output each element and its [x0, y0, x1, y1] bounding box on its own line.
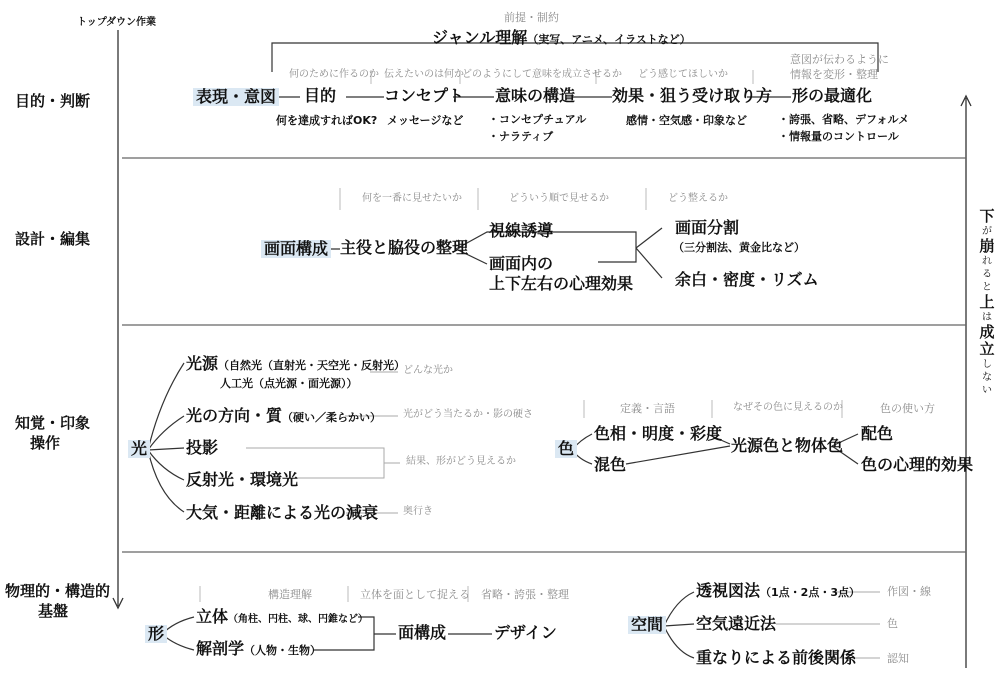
color-scheme-node: 配色	[861, 424, 894, 443]
aerial-perspective-node: 空気遠近法	[696, 614, 777, 633]
optimize-question-2: 情報を変形・整理	[790, 68, 878, 81]
genre-bracket	[272, 43, 878, 72]
row-label-purpose: 目的・判断	[15, 92, 91, 110]
light-source-note-1: （自然光（直射光・天空光・反射光）	[218, 359, 406, 372]
light-direction-note: （硬い／柔らかい）	[282, 411, 382, 424]
side-char: 立	[979, 340, 995, 358]
perspective-node	[696, 583, 860, 599]
screen-division-note: （三分割法、黄金比など）	[673, 241, 805, 254]
side-char: い	[982, 385, 992, 396]
purpose-node: 目的	[304, 86, 337, 105]
effect-question: どう感じてほしいか	[638, 69, 728, 80]
result-question: 結果、形がどう見えるか	[406, 456, 516, 467]
premise-label: 前提・制約	[504, 11, 559, 24]
side-char: し	[982, 359, 992, 370]
row-label-physical-2: 基盤	[38, 602, 69, 620]
solid-node	[196, 609, 368, 625]
guide-question: どういう順で見せるか	[509, 193, 609, 204]
optimize-question-1: 意図が伝わるように	[790, 53, 889, 66]
plane-question: 立体を面として捉える	[360, 588, 470, 601]
depth-label: 奥行き	[403, 506, 433, 517]
perspective-note: （1点・2点・3点）	[760, 586, 860, 599]
concept-question: 伝えたいのは何か	[384, 69, 464, 80]
light-source-title: 光源	[186, 354, 219, 373]
side-char: れ	[982, 256, 992, 267]
color-label: 色	[887, 617, 898, 630]
solid-note: （角柱、円柱、球、円錐など）	[228, 614, 369, 625]
side-char: が	[982, 226, 992, 237]
concept-note: メッセージなど	[387, 114, 464, 127]
light-source-question: どんな光か	[403, 365, 453, 376]
topdown-label: トップダウン作業	[77, 17, 156, 28]
form-node: 形	[145, 625, 167, 643]
side-char: 崩	[979, 237, 995, 255]
solid-title: 立体	[196, 607, 229, 626]
color-mixing-node: 混色	[594, 455, 627, 474]
arrange-question: どう整えるか	[668, 193, 728, 204]
genre-note: （実写、アニメ、イラストなど）	[527, 33, 691, 46]
eye-guide-node: 視線誘導	[489, 221, 554, 240]
anatomy-title: 解剖学	[196, 639, 245, 658]
main-question: 何を一番に見せたいか	[362, 193, 462, 204]
bottomup-label	[978, 208, 996, 397]
projection-node: 投影	[186, 438, 219, 457]
light-node: 光	[128, 440, 150, 458]
side-char: は	[982, 312, 992, 323]
optimize-note-1: ・誇張、省略、デフォルメ	[778, 113, 910, 126]
light-source-note-2: 人工光（点光源・面光源））	[220, 377, 358, 390]
row-label-physical: 物理的・構造的	[5, 582, 111, 600]
purpose-note: 何を達成すればOK?	[276, 114, 378, 127]
side-char: る	[982, 269, 992, 280]
side-char: 下	[979, 207, 995, 225]
cognition-label: 認知	[887, 652, 909, 665]
plane-node: 面構成	[398, 623, 447, 642]
color-use-question: 色の使い方	[880, 402, 935, 415]
light-object-color-node: 光源色と物体色	[731, 436, 844, 455]
row-label-design: 設計・編集	[15, 230, 91, 248]
meaning-question: どのようにして意味を成立させるか	[462, 69, 622, 80]
structure-question: 構造理解	[268, 588, 312, 601]
reflected-light-node: 反射光・環境光	[186, 470, 299, 489]
light-direction-question: 光がどう当たるか・影の硬さ	[403, 409, 533, 420]
meaning-note-2: ・ナラティブ	[488, 130, 554, 143]
purpose-question: 何のために作るのか	[289, 69, 379, 80]
hue-node: 色相・明度・彩度	[594, 424, 723, 443]
row-label-perception: 知覚・印象	[15, 414, 91, 432]
effect-node: 効果・狙う受け取り方	[612, 86, 773, 105]
why-color-question: なぜその色に見えるのか	[733, 402, 843, 413]
genre-node	[432, 30, 691, 46]
effect-note: 感情・空気感・印象など	[626, 114, 747, 127]
side-char: な	[982, 372, 992, 383]
anatomy-note: （人物・生物）	[244, 644, 322, 657]
perspective-title: 透視図法	[696, 581, 761, 600]
optimize-node: 形の最適化	[792, 86, 873, 105]
row-label-perception-2: 操作	[30, 434, 61, 452]
side-char: 上	[979, 293, 995, 311]
meaning-note-1: ・コンセプチュアル	[488, 113, 587, 126]
anatomy-node	[196, 641, 321, 657]
meaning-node: 意味の構造	[495, 86, 576, 105]
light-direction-node	[186, 408, 381, 424]
light-source-node	[186, 356, 405, 372]
composition-node: 画面構成	[261, 240, 331, 258]
drawing-label: 作図・線	[887, 585, 931, 598]
overlap-node: 重なりによる前後関係	[696, 648, 857, 667]
expression-node: 表現・意図	[193, 88, 279, 106]
side-char: 成	[979, 323, 995, 341]
color-psychology-node: 色の心理的効果	[861, 455, 974, 474]
design-question: 省略・誇張・整理	[481, 588, 569, 601]
concept-node: コンセプト	[384, 86, 465, 105]
main-sub-node: 主役と脇役の整理	[340, 238, 469, 257]
design-node: デザイン	[494, 623, 557, 642]
genre-title: ジャンル理解	[432, 28, 528, 47]
color-node: 色	[555, 440, 577, 458]
attenuation-node: 大気・距離による光の減衰	[186, 503, 379, 522]
rhythm-node: 余白・密度・リズム	[675, 270, 819, 289]
light-direction-title: 光の方向・質	[186, 406, 283, 425]
side-char: と	[982, 282, 992, 293]
definition-question: 定義・言語	[620, 402, 675, 415]
psych-effect-node-1: 画面内の	[489, 254, 554, 273]
optimize-note-2: ・情報量のコントロール	[778, 130, 899, 143]
screen-division-node: 画面分割	[675, 218, 740, 237]
psych-effect-node-2: 上下左右の心理効果	[489, 274, 634, 293]
space-node: 空間	[628, 616, 666, 634]
